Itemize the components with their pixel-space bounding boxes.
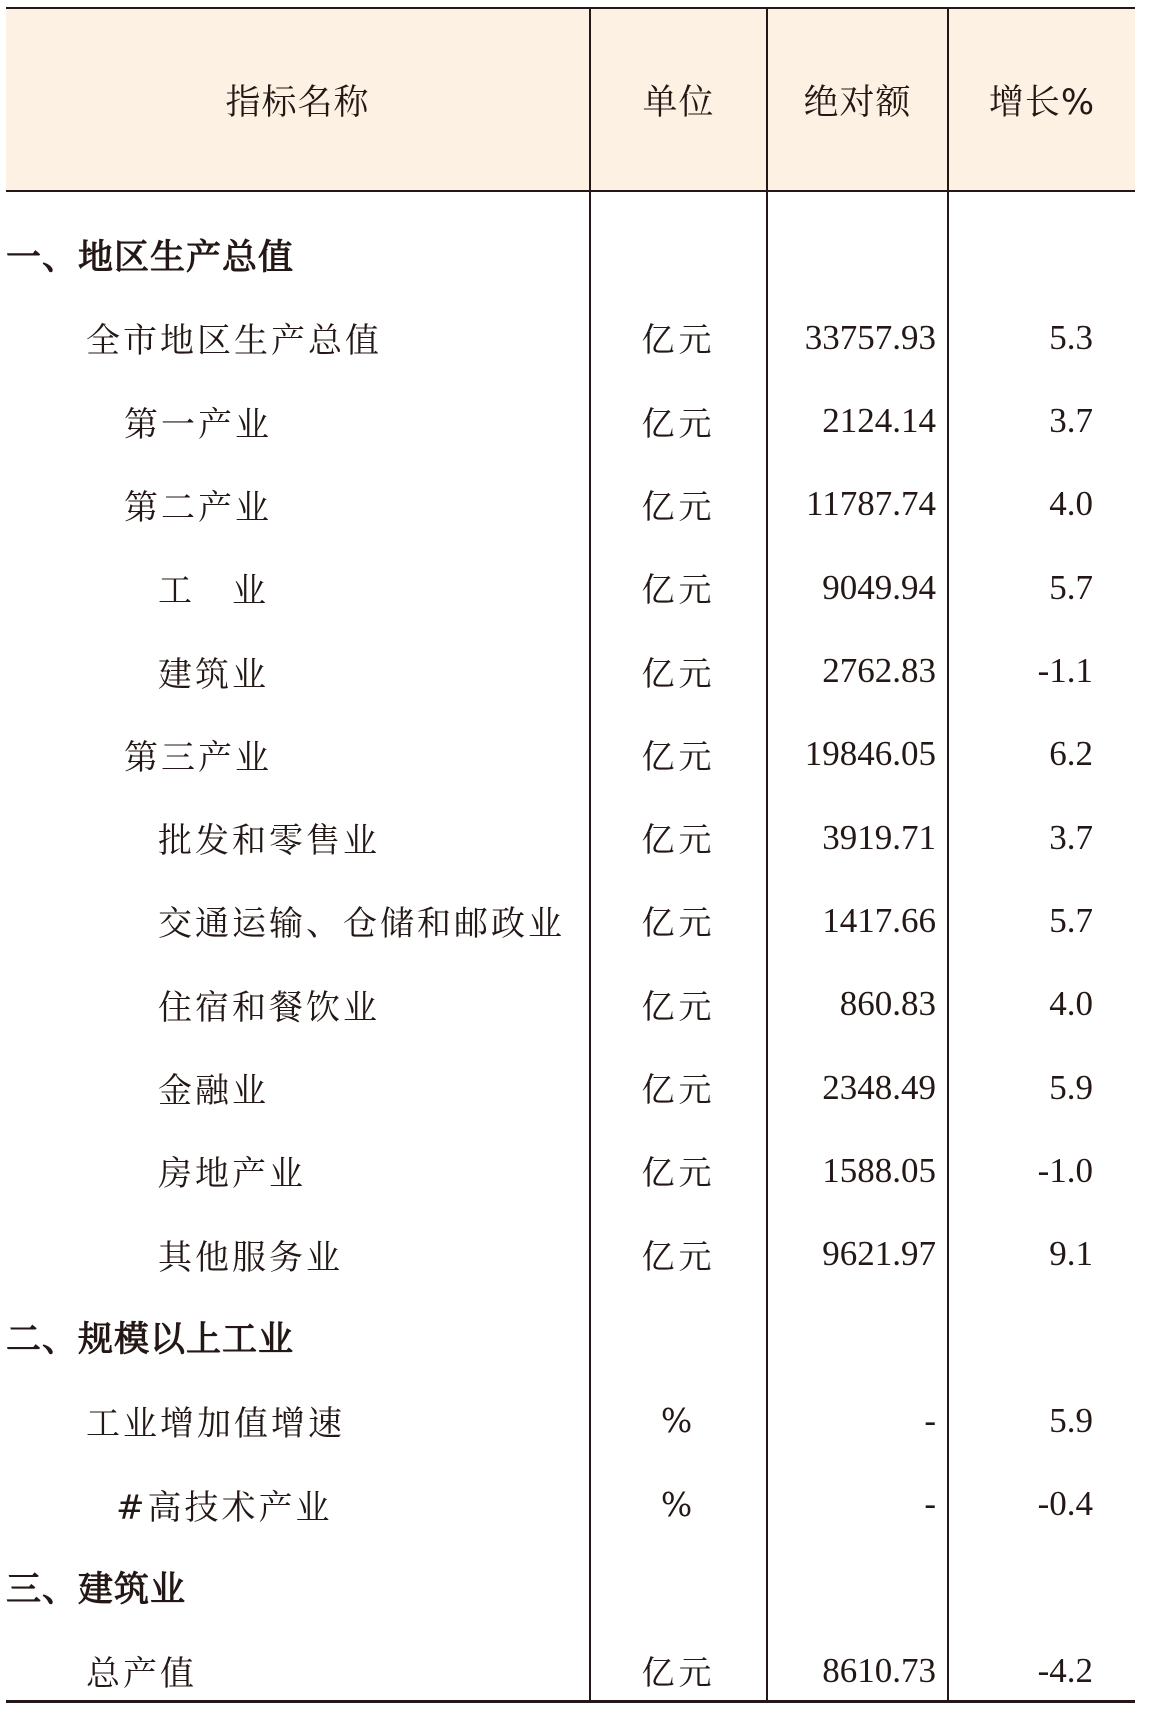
table-row xyxy=(6,796,1135,879)
table-row xyxy=(6,1213,1135,1296)
indicator-name: 批发和零售业 xyxy=(158,821,380,862)
table-row xyxy=(6,1463,1135,1546)
indicator-name: 第三产业 xyxy=(124,737,272,778)
indicator-name: 建筑业 xyxy=(158,654,269,695)
indicator-name: 住宿和餐饮业 xyxy=(158,987,380,1028)
header-indicator-name: 指标名称 xyxy=(225,82,370,123)
growth-cell: 5.7 xyxy=(1049,900,1093,940)
indicator-name: #高技术产业 xyxy=(116,1487,333,1528)
section-title: 三、建筑业 xyxy=(6,1570,187,1611)
absolute-value-cell: 8610.73 xyxy=(822,1650,936,1690)
growth-cell: 3.7 xyxy=(1049,401,1093,441)
column-divider-2 xyxy=(766,7,768,1702)
absolute-value-cell: 33757.93 xyxy=(804,317,936,357)
unit-cell: 亿元 xyxy=(641,986,716,1026)
growth-cell: 5.9 xyxy=(1049,1067,1093,1107)
unit-cell: 亿元 xyxy=(641,903,716,943)
growth-cell: 3.7 xyxy=(1049,817,1093,857)
unit-cell: 亿元 xyxy=(641,1153,716,1193)
unit-cell: % xyxy=(660,1484,697,1524)
growth-cell: 5.9 xyxy=(1049,1400,1093,1440)
unit-cell: 亿元 xyxy=(641,820,716,860)
growth-cell: -1.1 xyxy=(1037,651,1093,690)
section-title: 一、地区生产总值 xyxy=(6,237,295,278)
unit-cell: 亿元 xyxy=(641,1070,716,1109)
column-divider-1 xyxy=(589,7,591,1702)
absolute-value-cell: 2124.14 xyxy=(822,401,936,441)
table-row xyxy=(6,1379,1135,1462)
table-top-rule xyxy=(6,7,1135,9)
growth-cell: -0.4 xyxy=(1037,1484,1093,1523)
absolute-value-cell: 9049.94 xyxy=(822,567,936,607)
indicator-name: 工 业 xyxy=(158,571,269,612)
indicator-name: 金融业 xyxy=(158,1071,269,1111)
absolute-value-cell: 19846.05 xyxy=(804,734,936,774)
table-header-rule xyxy=(6,190,1135,192)
absolute-value-cell: 860.83 xyxy=(839,984,936,1024)
absolute-value-cell xyxy=(768,213,936,296)
indicator-name: 工业增加值增速 xyxy=(86,1404,345,1445)
indicator-name: 总产值 xyxy=(86,1654,197,1695)
unit-cell xyxy=(591,1296,766,1379)
section-row xyxy=(6,213,1135,296)
header-absolute-value: 绝对额 xyxy=(803,82,912,123)
indicator-name: 其他服务业 xyxy=(158,1237,343,1278)
column-divider-3 xyxy=(947,7,949,1702)
table-row xyxy=(6,713,1135,796)
growth-cell: 4.0 xyxy=(1049,984,1093,1024)
growth-cell: 6.2 xyxy=(1049,734,1093,774)
table-row xyxy=(6,630,1135,713)
section-row xyxy=(6,1546,1135,1629)
table-row xyxy=(6,546,1135,629)
unit-cell: 亿元 xyxy=(641,736,716,776)
header-growth-percent: 增长% xyxy=(988,82,1096,123)
growth-cell xyxy=(949,1546,1093,1629)
table-row xyxy=(6,296,1135,379)
growth-cell xyxy=(949,1296,1093,1379)
table-bottom-rule xyxy=(6,1700,1135,1703)
absolute-value-cell: - xyxy=(924,1484,936,1523)
table-row xyxy=(6,1129,1135,1212)
unit-cell xyxy=(591,213,766,296)
growth-cell: 5.7 xyxy=(1049,567,1093,607)
table-row xyxy=(6,380,1135,463)
growth-cell: 4.0 xyxy=(1049,484,1093,524)
table-row xyxy=(6,1046,1135,1129)
growth-cell: 9.1 xyxy=(1049,1234,1093,1274)
unit-cell xyxy=(591,1546,766,1629)
table-row xyxy=(6,879,1135,962)
growth-cell: -4.2 xyxy=(1037,1650,1093,1690)
unit-cell: 亿元 xyxy=(641,1236,716,1276)
unit-cell: 亿元 xyxy=(641,403,716,443)
unit-cell: 亿元 xyxy=(641,1653,716,1693)
unit-cell: % xyxy=(660,1401,697,1441)
unit-cell: 亿元 xyxy=(641,320,716,360)
growth-cell: 5.3 xyxy=(1049,317,1093,357)
absolute-value-cell xyxy=(768,1546,936,1629)
absolute-value-cell: 1417.66 xyxy=(822,900,936,940)
unit-cell: 亿元 xyxy=(641,486,716,526)
section-row xyxy=(6,1296,1135,1379)
section-title: 二、规模以上工业 xyxy=(6,1320,295,1361)
growth-cell: -1.0 xyxy=(1037,1150,1093,1190)
absolute-value-cell: 2762.83 xyxy=(822,651,936,690)
unit-cell: 亿元 xyxy=(641,570,716,610)
absolute-value-cell: - xyxy=(924,1400,936,1440)
absolute-value-cell: 2348.49 xyxy=(822,1067,936,1107)
absolute-value-cell: 3919.71 xyxy=(822,817,936,857)
indicator-name: 全市地区生产总值 xyxy=(86,321,382,362)
absolute-value-cell: 1588.05 xyxy=(822,1150,936,1190)
absolute-value-cell: 9621.97 xyxy=(822,1234,936,1274)
table-row xyxy=(6,463,1135,546)
indicator-name: 第一产业 xyxy=(124,404,272,445)
growth-cell xyxy=(949,213,1093,296)
unit-cell: 亿元 xyxy=(641,653,716,693)
indicator-name: 房地产业 xyxy=(158,1154,306,1195)
header-unit: 单位 xyxy=(642,82,715,123)
indicator-name: 交通运输、仓储和邮政业 xyxy=(158,904,565,945)
absolute-value-cell xyxy=(768,1296,936,1379)
indicator-name: 第二产业 xyxy=(124,487,272,528)
table-row xyxy=(6,963,1135,1046)
absolute-value-cell: 11787.74 xyxy=(806,484,936,524)
